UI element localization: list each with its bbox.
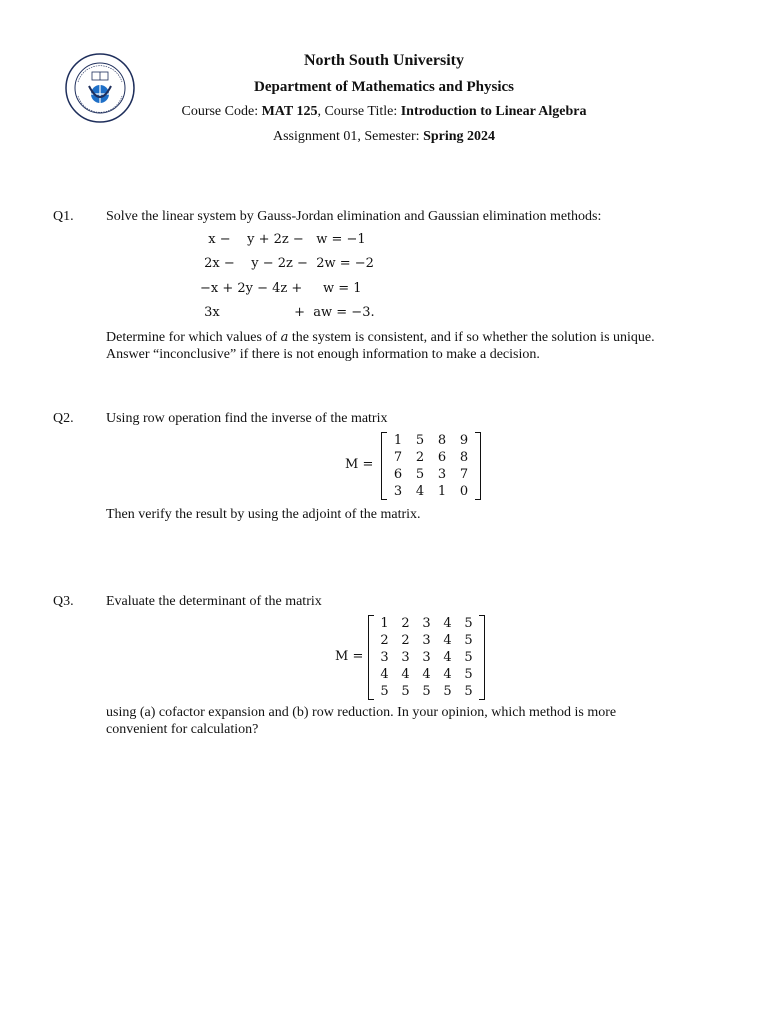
q3-followup-line2: convenient for calculation? (106, 722, 259, 737)
q3-matrix-cell: 4 (422, 667, 431, 682)
q3-matrix-row (374, 615, 479, 632)
q3-matrix-cell: 3 (422, 633, 431, 648)
q3-matrix-row (374, 632, 479, 649)
q3-matrix-cell: 4 (443, 633, 452, 648)
q2-matrix-cell: 6 (393, 467, 403, 482)
q1-equation-4: 3x + aw = −3. (200, 305, 375, 320)
q2-matrix-cell: 6 (437, 450, 447, 465)
q2-matrix-cell: 5 (415, 433, 425, 448)
q3-matrix-cell: 2 (401, 616, 410, 631)
q2-matrix-cell: 4 (415, 484, 425, 499)
q3-matrix-cell: 3 (422, 616, 431, 631)
q3-label: Q3. (53, 594, 74, 609)
university-name: North South University (303, 52, 464, 69)
q3-matrix-cell: 4 (443, 616, 452, 631)
q2-matrix-cell: 3 (437, 467, 447, 482)
q2-matrix-label: M = (345, 457, 374, 472)
q3-matrix-cell: 3 (422, 650, 431, 665)
q3-matrix (368, 615, 485, 700)
assignment-line (0, 128, 768, 146)
q3-matrix-cell: 5 (380, 684, 389, 699)
q2-prompt: Using row operation find the inverse of the matrix (106, 411, 388, 426)
q2-matrix (381, 432, 481, 500)
q3-matrix-cell: 4 (380, 667, 389, 682)
q2-matrix-cell: 3 (393, 484, 403, 499)
q1-text-before-var: Determine for which values of (106, 330, 281, 345)
q3-matrix-cell: 2 (380, 633, 389, 648)
q3-prompt: Evaluate the determinant of the matrix (106, 594, 322, 609)
q2-matrix-cell: 1 (393, 433, 403, 448)
q3-matrix-cell: 5 (464, 667, 473, 682)
q1-variable: a (280, 330, 289, 345)
q3-matrix-cell: 4 (401, 667, 410, 682)
course-title-label: , Course Title: (317, 104, 398, 119)
course-code: MAT 125 (261, 104, 318, 119)
q2-matrix-cell: 7 (459, 467, 469, 482)
q3-followup-line1: using (a) cofactor expansion and (b) row reduction. In your opinion, which method is more (106, 705, 617, 720)
q2-matrix-cell: 8 (437, 433, 447, 448)
q2-matrix-row (387, 483, 475, 500)
course-title: Introduction to Linear Algebra (400, 104, 587, 119)
q2-matrix-cell: 9 (459, 433, 469, 448)
q3-matrix-row (374, 683, 479, 700)
q3-matrix-cell: 4 (443, 650, 452, 665)
q1-prompt: Solve the linear system by Gauss-Jordan elimination and Gaussian elimination methods: (106, 209, 602, 224)
q3-matrix-cell: 5 (464, 616, 473, 631)
q3-matrix-cell: 3 (380, 650, 389, 665)
q1-inconclusive-text: Answer “inconclusive” if there is not enough information to make a decision. (106, 347, 540, 362)
q3-matrix-cell: 3 (401, 650, 410, 665)
q2-matrix-row (387, 449, 475, 466)
q1-equation-3: −x + 2y − 4z + w = 1 (200, 281, 362, 296)
semester: Spring 2024 (423, 129, 496, 144)
course-code-label: Course Code: (181, 104, 259, 119)
q3-matrix-cell: 5 (464, 684, 473, 699)
assignment-label: Assignment 01, Semester: (272, 129, 420, 144)
q2-matrix-row (387, 466, 475, 483)
q3-matrix-row (374, 649, 479, 666)
q3-matrix-cell: 5 (464, 633, 473, 648)
q1-equation-2: 2x − y − 2z − 2w = −2 (200, 256, 374, 271)
q3-matrix-cell: 4 (443, 667, 452, 682)
q3-matrix-cell: 5 (422, 684, 431, 699)
q3-matrix-cell: 5 (464, 650, 473, 665)
q1-label: Q1. (53, 209, 74, 224)
q3-matrix-cell: 2 (401, 633, 410, 648)
q2-matrix-cell: 8 (459, 450, 469, 465)
q3-matrix-cell: 1 (380, 616, 389, 631)
q3-matrix-label: M = (335, 649, 364, 664)
q2-matrix-cell: 5 (415, 467, 425, 482)
q2-matrix-cell: 2 (415, 450, 425, 465)
q2-matrix-cell: 0 (459, 484, 469, 499)
department-name: Department of Mathematics and Physics (254, 79, 514, 95)
q2-label: Q2. (53, 411, 74, 426)
q3-matrix-cell: 5 (401, 684, 410, 699)
q3-matrix-row (374, 666, 479, 683)
q1-consistency-text (106, 329, 716, 346)
q1-equation-1: x − y + 2z − w = −1 (200, 232, 366, 247)
q2-matrix-cell: 1 (437, 484, 447, 499)
q3-matrix-cell: 5 (443, 684, 452, 699)
q2-followup: Then verify the result by using the adjoint of the matrix. (106, 507, 421, 522)
course-line (0, 103, 768, 121)
q2-matrix-cell: 7 (393, 450, 403, 465)
q1-text-after-var: the system is consistent, and if so whether the solution is unique. (288, 330, 655, 345)
q2-matrix-row (387, 432, 475, 449)
